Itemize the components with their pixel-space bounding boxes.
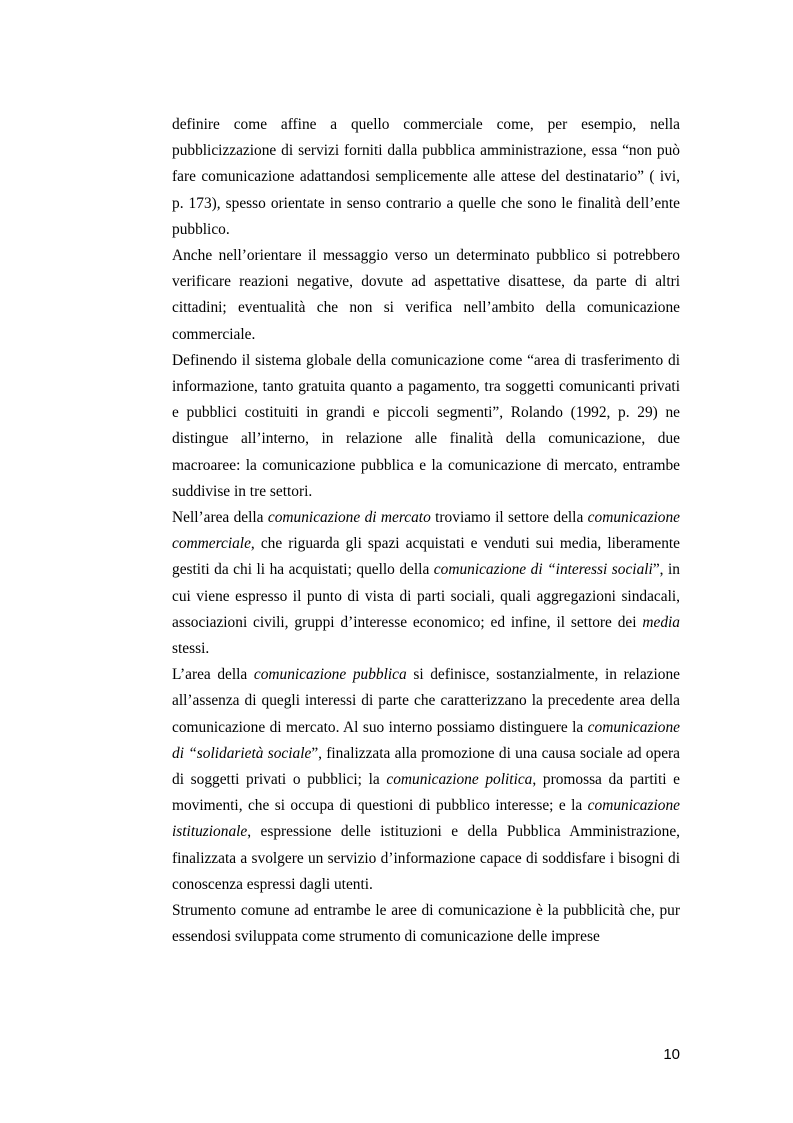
italic-text: comunicazione pubblica [253, 666, 407, 684]
text-run: Anche nell’orientare il messaggio verso un determinato pubblico si potrebbero verificare reazioni negative, dovute ad aspettative disattese, da parte di altri cittadini; eventualità che non si verifica nell’ambito della comunicazione commerciale. [172, 247, 680, 343]
text-run: , che riguarda gli spazi acquistati e venduti sui media, liberamente gestiti da chi li ha acquistati; quello della [172, 535, 680, 579]
page-number: 10 [663, 1046, 680, 1063]
text-run: Strumento comune ad entrambe le aree di comunicazione è la pubblicità che, pur essendosi sviluppata come strumento di comunicazione delle imprese [172, 902, 680, 946]
italic-text: comunicazione di mercato [267, 509, 431, 527]
italic-text: comunicazione di “interessi sociali [433, 561, 653, 579]
italic-text: comunicazione commerciale [172, 509, 680, 553]
text-run: Nell’area della [172, 509, 268, 527]
text-run: definire come affine a quello commerciale come, per esempio, nella pubblicizzazione di servizi forniti dalla pubblica amministrazione, essa “non può fare comunicazione adattandosi semplicemente alle attese del destinatario” ( ivi, p. 173), spesso orientate in senso contrario a quelle che sono le finalità dell’ente pubblico. [172, 116, 680, 238]
text-run: ”, in cui viene espresso il punto di vista di parti sociali, quali aggregazioni sindacali, associazioni civili, gruppi d’interesse economico; ed infine, il settore dei [172, 561, 680, 631]
text-run: ”, finalizzata alla promozione di una causa sociale ad opera di soggetti privati o pubblici; la [172, 744, 680, 789]
paragraph [172, 348, 680, 505]
italic-text: comunicazione di “solidarietà sociale [172, 718, 680, 762]
italic-text: comunicazione politica [386, 771, 533, 789]
text-run: si definisce, sostanzialmente, in relazione all’assenza di quegli interessi di parte che caratterizzano la precedente area della comunicazione di mercato. Al suo interno possiamo distinguere la [172, 666, 680, 736]
italic-text: comunicazione istituzionale [172, 797, 680, 841]
paragraph [172, 898, 680, 950]
body-text [172, 112, 680, 951]
text-run: L’area della [172, 666, 254, 684]
text-run: troviamo il settore della [430, 509, 588, 527]
text-run: stessi. [172, 640, 210, 658]
paragraph [172, 112, 680, 243]
italic-text: media [642, 613, 680, 631]
paragraph [172, 243, 680, 348]
text-run: Definendo il sistema globale della comunicazione come “area di trasferimento di informazione, tanto gratuita quanto a pagamento, tra soggetti comunicanti privati e pubblici costituiti in grandi e piccoli segmenti”, Rolando (1992, p. 29) ne distingue all’interno, in relazione alle finalità della comunicazione, due macroaree: la comunicazione pubblica e la comunicazione di mercato, entrambe suddivise in tre settori. [172, 351, 680, 500]
paragraph [172, 505, 680, 662]
text-run: , promossa da partiti e movimenti, che si occupa di questioni di pubblico interesse; e la [172, 771, 680, 815]
text-run: , espressione delle istituzioni e della Pubblica Amministrazione, finalizzata a svolgere un servizio d’informazione capace di soddisfare i bisogni di conoscenza espressi dagli utenti. [172, 823, 680, 893]
paragraph [172, 662, 680, 898]
